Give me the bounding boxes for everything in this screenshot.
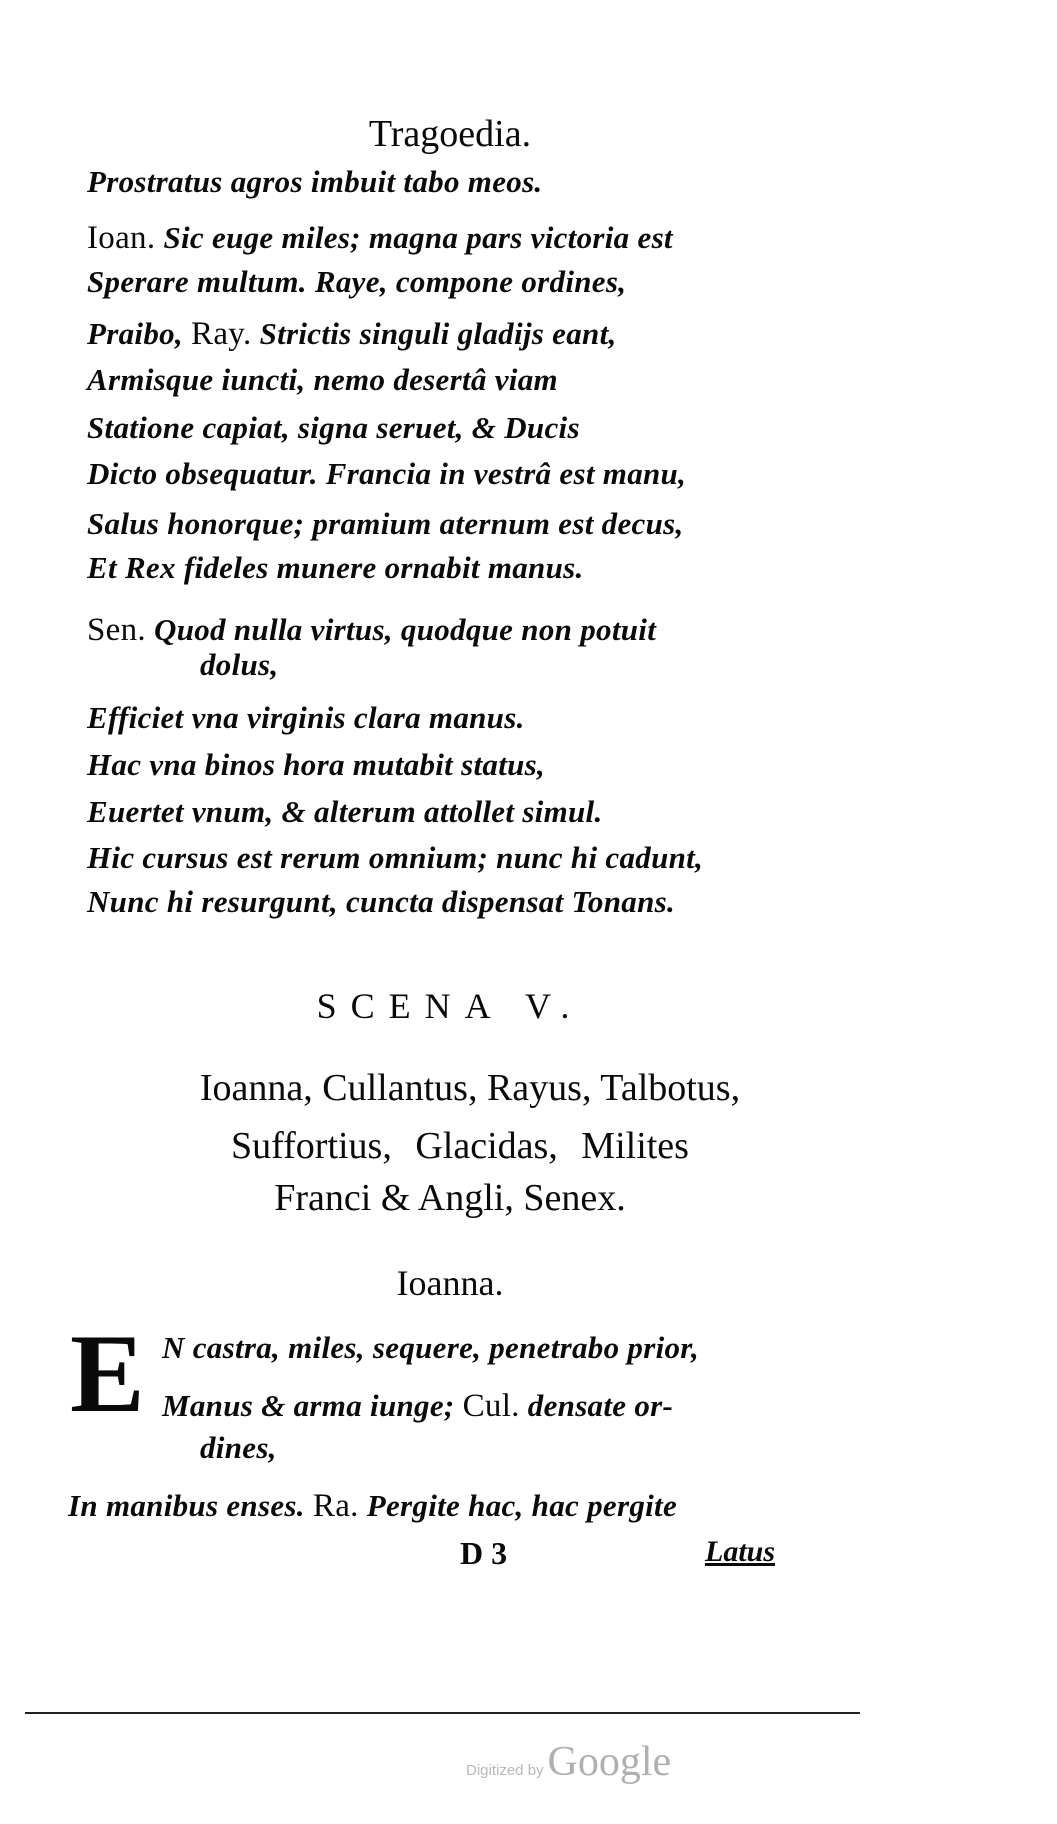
verse-text: In manibus enses. (68, 1488, 305, 1523)
verse-line (162, 1330, 699, 1366)
speaker-label: Ray. (191, 316, 252, 352)
verse-text: Hic cursus est rerum omnium; nunc hi cadunt, (87, 840, 704, 875)
page-running-head: Tragoedia. (368, 113, 532, 155)
verse-line (87, 747, 545, 783)
verse-text: dolus, (200, 647, 279, 682)
speaker-heading: Ioanna. (396, 1263, 504, 1303)
google-logo: Google (547, 1739, 672, 1785)
catchword: Latus (705, 1535, 776, 1568)
verse-line (87, 264, 626, 300)
verse-text: Sperare multum. Raye, compone ordines, (87, 264, 627, 299)
speaker-label: Ioan. (87, 220, 156, 256)
verse-text: densate or- (527, 1388, 674, 1423)
page-edge-rule (25, 1712, 860, 1714)
verse-line (87, 700, 525, 736)
speaker-label: Sen. (87, 612, 146, 648)
verse-text: Armisque iuncti, nemo desertâ viam (87, 362, 558, 397)
verse-line (87, 410, 580, 446)
verse-text: Efficiet vna virginis clara manus. (87, 700, 525, 735)
verse-line (87, 220, 673, 257)
digitized-watermark (466, 1738, 671, 1786)
verse-text: Praibo, (87, 316, 183, 351)
verse-line (87, 316, 617, 353)
verse-text: Quod nulla virtus, quodque non potuit (154, 612, 657, 647)
drop-cap: E (70, 1312, 145, 1436)
verse-text: Nunc hi resurgunt, cuncta dispensat Tonans. (87, 884, 676, 919)
dramatis-personae-line: Suffortius, Glacidas, Milites (231, 1125, 689, 1167)
verse-line (87, 612, 656, 649)
signature-mark: D 3 (460, 1535, 508, 1571)
verse-text: Manus & arma iunge; (162, 1388, 455, 1423)
verse-text: N castra, miles, sequere, penetrabo prior, (162, 1330, 700, 1365)
speaker-label: Ra. (312, 1488, 359, 1524)
verse-text: Sic euge miles; magna pars victoria est (163, 220, 673, 255)
watermark-prefix: Digitized by (466, 1762, 544, 1779)
verse-line (87, 164, 542, 200)
verse-line (87, 794, 603, 830)
verse-line (87, 506, 684, 542)
verse-line (87, 456, 686, 492)
verse-line (200, 1430, 277, 1466)
verse-text: dines, (200, 1430, 277, 1465)
verse-text: Salus honorque; pramium aternum est decus, (87, 506, 684, 541)
verse-line (87, 840, 703, 876)
verse-text: Euertet vnum, & alterum attollet simul. (87, 794, 603, 829)
verse-text: Statione capiat, signa seruet, & Ducis (87, 410, 580, 445)
verse-line (87, 550, 584, 586)
scene-heading: SCENA V. (316, 986, 584, 1026)
verse-text: Pergite hac, hac pergite (366, 1488, 678, 1523)
verse-text: Strictis singuli gladijs eant, (259, 316, 617, 351)
verse-text: Hac vna binos hora mutabit status, (87, 747, 546, 782)
dramatis-personae-line: Franci & Angli, Senex. (274, 1177, 626, 1219)
verse-line (87, 884, 675, 920)
speaker-label: Cul. (462, 1388, 520, 1424)
dramatis-personae-line: Ioanna, Cullantus, Rayus, Talbotus, (199, 1067, 741, 1109)
verse-line (162, 1388, 673, 1425)
verse-line (68, 1488, 677, 1525)
verse-line (87, 362, 558, 398)
verse-text: Prostratus agros imbuit tabo meos. (87, 164, 543, 199)
verse-line (200, 647, 278, 683)
verse-text: Et Rex fideles munere ornabit manus. (87, 550, 584, 585)
verse-text: Dicto obsequatur. Francia in vestrâ est manu, (87, 456, 687, 491)
